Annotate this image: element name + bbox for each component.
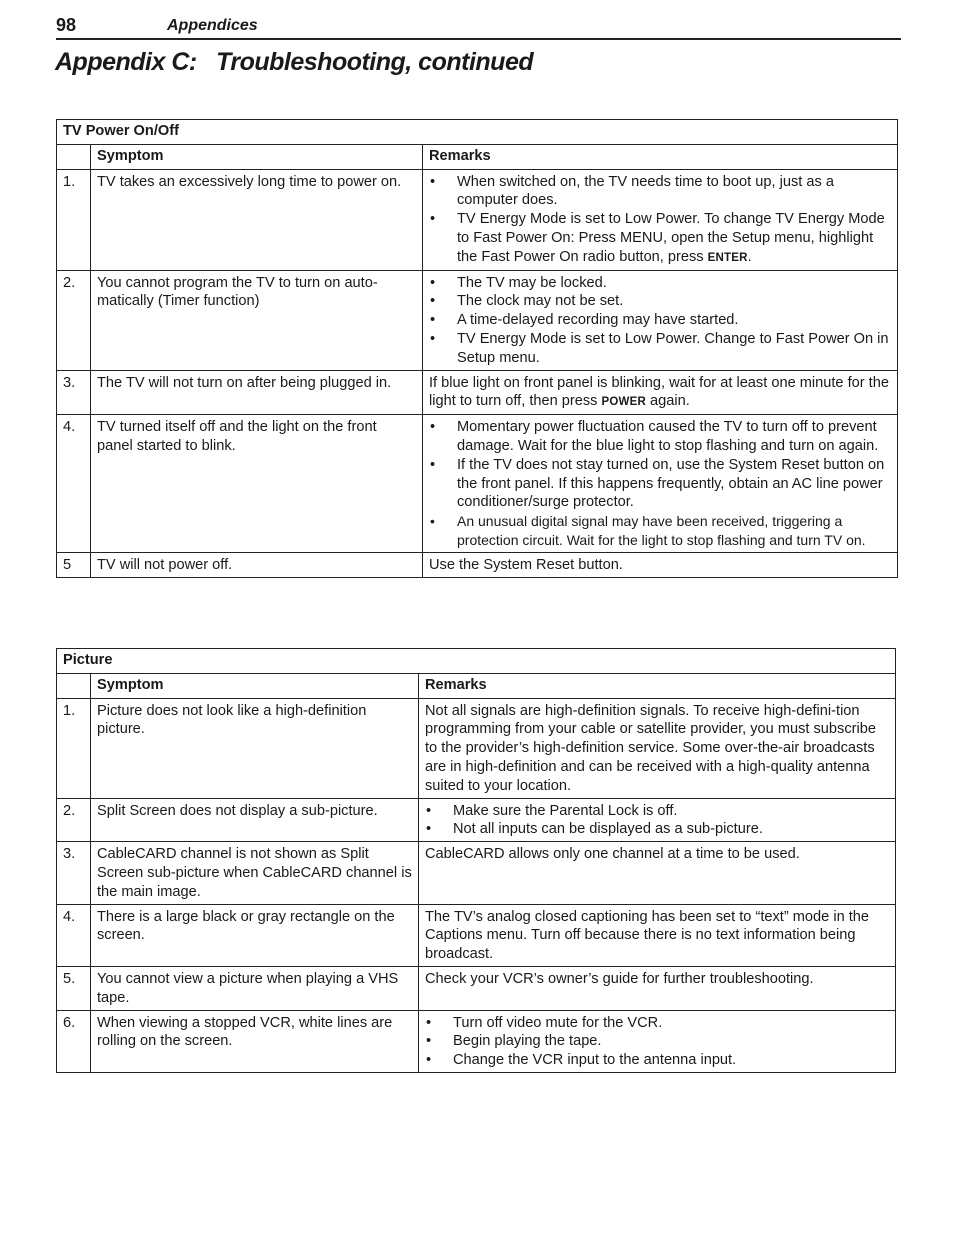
header-number-cell [57, 673, 91, 698]
section-name: Appendices [167, 17, 258, 34]
remarks-cell: Check your VCR’s owner’s guide for further troubleshooting. [419, 966, 896, 1010]
key-label: ENTER [707, 251, 748, 264]
table-row [57, 842, 896, 904]
remarks-cell [419, 1010, 896, 1072]
header-remarks: Remarks [423, 144, 898, 169]
symptom-cell: You cannot view a picture when playing a VHS tape. [91, 966, 419, 1010]
table-row [57, 966, 896, 1010]
table-row [57, 1010, 896, 1072]
page-number: 98 [56, 15, 77, 35]
remark-item: • TV Energy Mode is set to Low Power. Change to Fast Power On in Setup menu. [429, 330, 891, 368]
table-row [57, 270, 898, 370]
row-number: 3. [57, 370, 91, 415]
remark-text: TV Energy Mode is set to Low Power. To change TV Energy Mode to Fast Power On: Press MENU, open the Setup menu, highlight the Fast Power On radio button, press [457, 211, 885, 265]
key-label: POWER [601, 396, 646, 409]
table-row [57, 169, 898, 270]
table-row [57, 415, 898, 553]
row-number: 5 [57, 552, 91, 577]
table-row [57, 698, 896, 798]
table-row [57, 552, 898, 577]
table-row [57, 904, 896, 966]
power-troubleshooting-table [56, 119, 898, 578]
remarks-list [425, 802, 889, 840]
table-row [57, 798, 896, 842]
symptom-cell: TV turned itself off and the light on the front panel started to blink. [91, 415, 423, 553]
remarks-list [429, 418, 891, 550]
remarks-cell: Use the System Reset button. [423, 552, 898, 577]
header-number-cell [57, 144, 91, 169]
symptom-cell: The TV will not turn on after being plugged in. [91, 370, 423, 415]
remarks-list [425, 1014, 889, 1070]
remark-item: • Momentary power fluctuation caused the TV to turn off to prevent damage. Wait for the blue light to stop flashing and turn on again. [429, 418, 891, 456]
row-number: 5. [57, 966, 91, 1010]
remark-item: • If the TV does not stay turned on, use the System Reset button on the front panel. If this happens frequently, obtain an AC line power conditioner/surge protector. [429, 456, 891, 512]
row-number: 4. [57, 904, 91, 966]
symptom-cell: There is a large black or gray rectangle on the screen. [91, 904, 419, 966]
remarks-cell [423, 270, 898, 370]
header-symptom: Symptom [91, 144, 423, 169]
remarks-list [429, 274, 891, 368]
remark-item: • Not all inputs can be displayed as a sub-picture. [425, 820, 889, 839]
remarks-cell [423, 370, 898, 415]
row-number: 3. [57, 842, 91, 904]
header-remarks: Remarks [419, 673, 896, 698]
symptom-cell: TV takes an excessively long time to power on. [91, 169, 423, 270]
remarks-cell [423, 415, 898, 553]
remark-item: • An unusual digital signal may have been received, triggering a protection circuit. Wait for the light to stop flashing and turn TV on. [429, 512, 891, 550]
remarks-cell: Not all signals are high-definition signals. To receive high-defini-tion programming from your cable or satellite provider, you must subscribe to the provider’s high-definition service. Some over-the-air broadcasts are in high-definition and can be received with a high-quality antenna suited to your location. [419, 698, 896, 798]
symptom-cell: Split Screen does not display a sub-picture. [91, 798, 419, 842]
row-number: 1. [57, 698, 91, 798]
header-symptom: Symptom [91, 673, 419, 698]
symptom-cell: TV will not power off. [91, 552, 423, 577]
remarks-cell: CableCARD allows only one channel at a time to be used. [419, 842, 896, 904]
row-number: 1. [57, 169, 91, 270]
row-number: 2. [57, 270, 91, 370]
remark-item: • The clock may not be set. [429, 292, 891, 311]
remark-item: • Begin playing the tape. [425, 1032, 889, 1051]
table-caption-row [57, 649, 896, 674]
remarks-list [429, 173, 891, 268]
remark-item [429, 210, 891, 267]
table-caption: TV Power On/Off [57, 120, 898, 145]
table-row [57, 370, 898, 415]
row-number: 6. [57, 1010, 91, 1072]
row-number: 4. [57, 415, 91, 553]
row-number: 2. [57, 798, 91, 842]
table-caption: Picture [57, 649, 896, 674]
remark-text: again. [645, 393, 690, 410]
remark-item: • Make sure the Parental Lock is off. [425, 802, 889, 821]
table-header-row [57, 673, 896, 698]
remark-item: • The TV may be locked. [429, 274, 891, 293]
symptom-cell: When viewing a stopped VCR, white lines are rolling on the screen. [91, 1010, 419, 1072]
table-header-row [57, 144, 898, 169]
remark-text: . [747, 248, 752, 265]
symptom-cell: Picture does not look like a high-definition picture. [91, 698, 419, 798]
remark-item: • When switched on, the TV needs time to boot up, just as a computer does. [429, 173, 891, 211]
table-caption-row [57, 120, 898, 145]
remarks-cell: The TV’s analog closed captioning has been set to “text” mode in the Captions menu. Turn off because there is no text information being broadcast. [419, 904, 896, 966]
symptom-cell: CableCARD channel is not shown as Split Screen sub-picture when CableCARD channel is the main image. [91, 842, 419, 904]
remark-item: • A time-delayed recording may have started. [429, 311, 891, 330]
remarks-cell [419, 798, 896, 842]
symptom-cell: You cannot program the TV to turn on auto-matically (Timer function) [91, 270, 423, 370]
page-header [56, 14, 901, 40]
remark-text: If blue light on front panel is blinking, wait for at least one minute for the light to turn off, then press [429, 374, 889, 410]
page-title: Appendix C: Troubleshooting, continued [55, 48, 534, 76]
remarks-cell [423, 169, 898, 270]
picture-troubleshooting-table [56, 648, 896, 1073]
remark-item: • Turn off video mute for the VCR. [425, 1014, 889, 1033]
remark-item: • Change the VCR input to the antenna input. [425, 1051, 889, 1070]
